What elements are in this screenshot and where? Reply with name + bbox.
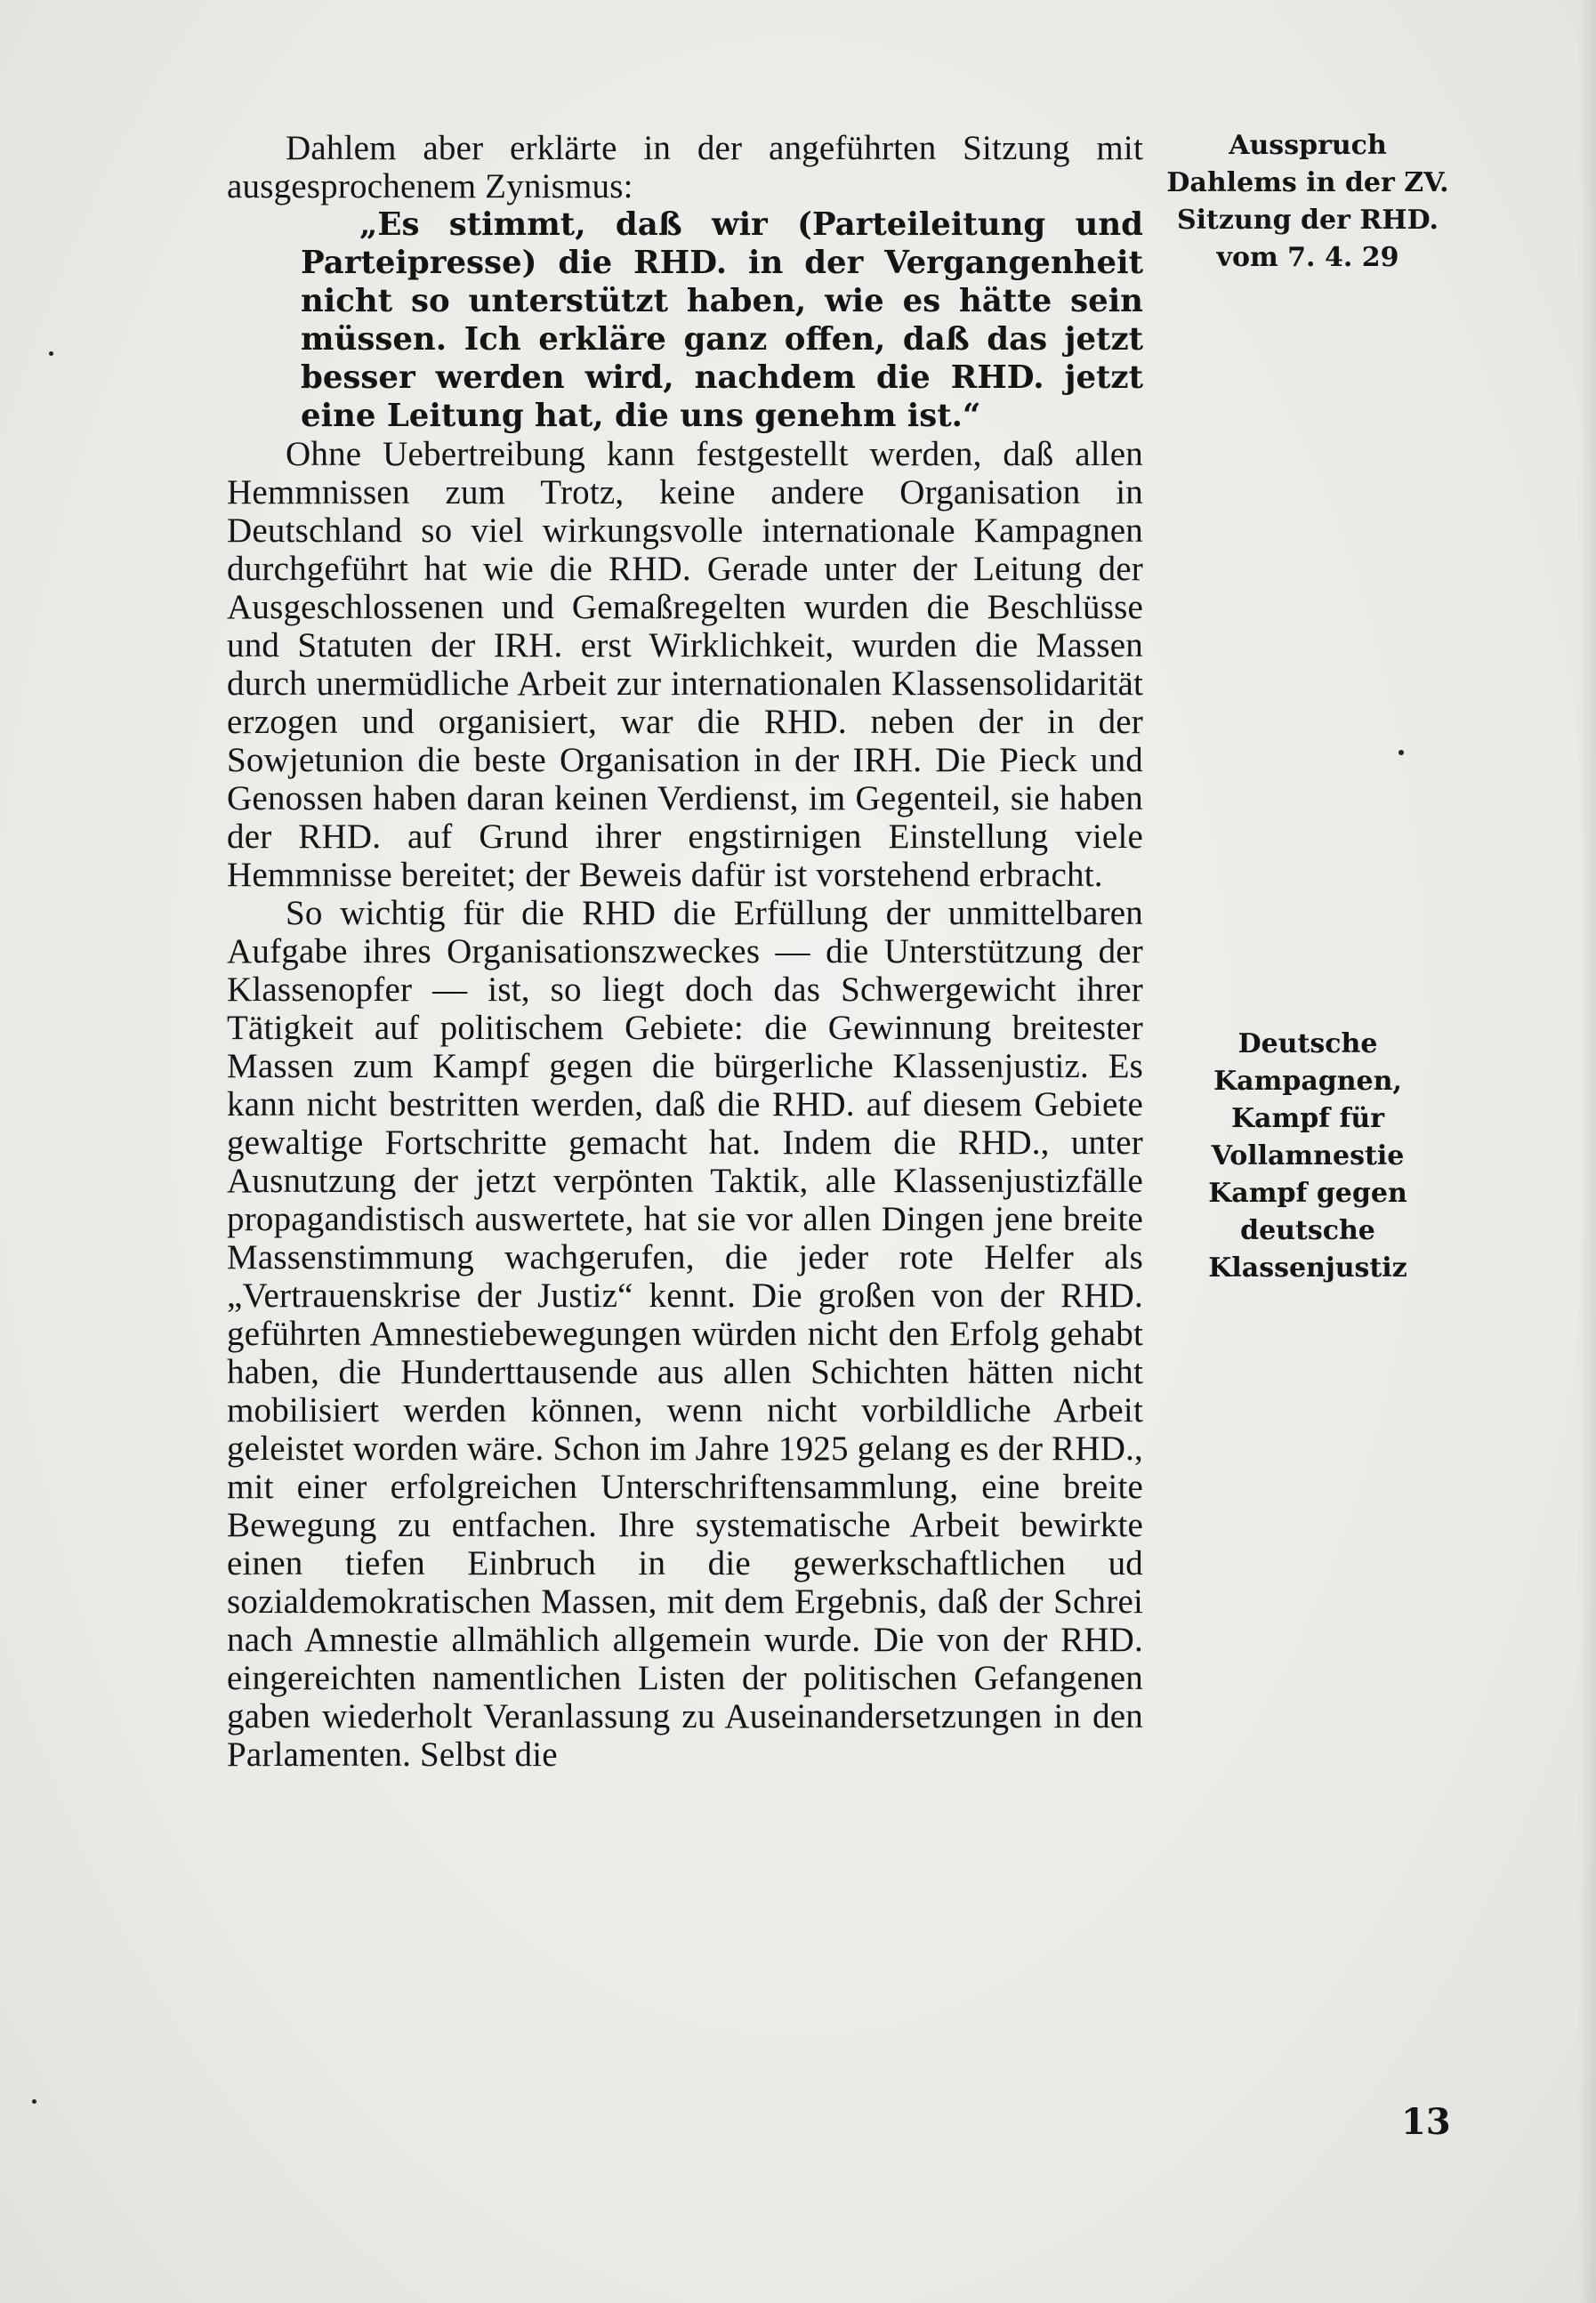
paper-speck — [32, 2099, 36, 2104]
paper-speck — [1399, 750, 1404, 755]
margin-note-campaigns: Deutsche Kampagnen, Kampf für Vollamnestie Kampf gegen deutsche Klassenjustiz — [1208, 1028, 1407, 1284]
paper-speck — [49, 351, 53, 356]
page-edge-shadow — [1578, 0, 1596, 2303]
main-text-column — [227, 129, 1143, 1774]
dahlem-quote: „Es stimmt, daß wir (Parteileitung und Parteipresse) die RHD. in der Vergangenheit nicht so unterstützt haben, wie es hätte sein müssen. Ich erkläre ganz offen, daß das jetzt besser werden wird, nachdem die RHD. jetzt eine Leitung hat, die uns genehm ist.“ — [301, 206, 1143, 434]
paragraph-campaigns: Ohne Uebertreibung kann festgestellt werden, daß allen Hemmnissen zum Trotz, keine andere Organisation in Deutschland so viel wirkungsvolle internationale Kampagnen durchgeführt hat wie die RHD. Gerade unter der Leitung der Ausgeschlossenen und Gemaßregelten wurden die Beschlüsse und Statuten der IRH. erst Wirklichkeit, wurden die Massen durch unermüdliche Arbeit zur internationalen Klassensolidarität erzogen und organisiert, war die RHD. neben der in der Sowjetunion die beste Organisation in der IRH. Die Pieck und Genossen haben daran keinen Verdienst, im Gegenteil, sie haben der RHD. auf Grund ihrer engstirnigen Einstellung viele Hemmnisse bereitet; der Beweis dafür ist vorstehend erbracht. — [227, 435, 1143, 894]
margin-note-dahlem: Ausspruch Dahlems in der ZV. Sitzung der RHD. vom 7. 4. 29 — [1166, 130, 1449, 273]
page-number: 13 — [1401, 2101, 1451, 2143]
paragraph-political-work: So wichtig für die RHD die Erfüllung der unmittelbaren Aufgabe ihres Organisationszweckes — die Unterstützung der Klassenopfer — ist, so liegt doch das Schwergewicht ihrer Tätigkeit auf politischem Gebiete: die Gewinnung breitester Massen zum Kampf gegen die bürgerliche Klassenjustiz. Es kann nicht bestritten werden, daß die RHD. auf diesem Gebiete gewaltige Fortschritte gemacht hat. Indem die RHD., unter Ausnutzung der jetzt verpönten Taktik, alle Klassenjustizfälle propagandistisch auswertete, hat sie vor allen Dingen jene breite Massenstimmung wachgerufen, die jeder rote Helfer als „Vertrauenskrise der Justiz“ kennt. Die großen von der RHD. geführten Amnestiebewegungen würden nicht den Erfolg gehabt haben, die Hunderttausende aus allen Schichten hätten nicht mobilisiert werden können, wenn nicht vorbildliche Arbeit geleistet worden wäre. Schon im Jahre 1925 gelang es der RHD., mit einer erfolgreichen Unterschriftensammlung, eine breite Bewegung zu entfachen. Ihre systematische Arbeit bewirkte einen tiefen Einbruch in die gewerkschaftlichen ud sozialdemokratischen Massen, mit dem Ergebnis, daß der Schrei nach Amnestie allmählich allgemein wurde. Die von der RHD. eingereichten namentlichen Listen der politischen Gefangenen gaben wiederholt Veranlassung zu Auseinandersetzungen in den Parlamenten. Selbst die — [227, 894, 1143, 1774]
paragraph-dahlem-intro: Dahlem aber erklärte in der angeführten Sitzung mit ausgesprochenem Zynismus: — [227, 129, 1143, 205]
